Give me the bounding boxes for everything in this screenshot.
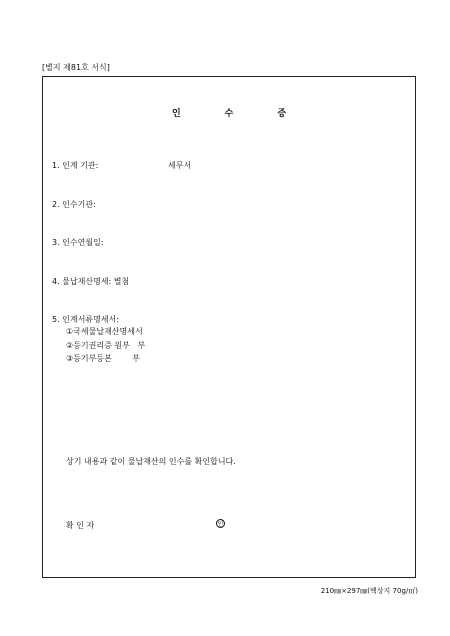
confirmer-label: 확 인 자 bbox=[66, 521, 95, 530]
confirmation-statement: 상기 내용과 같이 물납재산의 인수를 확인합니다. bbox=[66, 457, 236, 466]
paper-size-note: 210㎜×297㎜(백상지 70g/㎡) bbox=[320, 587, 418, 595]
form-title bbox=[42, 106, 416, 119]
sub-item: ③등기부등본 부 bbox=[66, 354, 140, 363]
item-document-list bbox=[52, 314, 119, 325]
title-char: 수 bbox=[224, 109, 234, 119]
item-transferring-agency bbox=[52, 160, 192, 171]
title-char: 증 bbox=[277, 109, 287, 119]
item-label: 2. 인수기관: bbox=[52, 200, 96, 209]
form-number: [별지 제81호 서식] bbox=[42, 63, 110, 72]
item-label: 1. 인계 기관: bbox=[52, 161, 99, 170]
sub-item: ①국세물납재산명세서 bbox=[66, 327, 143, 336]
item-property-details bbox=[52, 276, 129, 287]
item-label: 3. 인수연월일: bbox=[52, 238, 104, 247]
sub-item: ②등기권리증 원부 부 bbox=[66, 341, 146, 350]
item-label: 5. 인계서류명세서: bbox=[52, 315, 119, 324]
seal-icon: 인 bbox=[217, 521, 224, 528]
item-label: 4. 물납재산명세: 별첨 bbox=[52, 277, 130, 286]
item-receiving-agency bbox=[52, 199, 96, 210]
item-receipt-date bbox=[52, 237, 104, 248]
item-value: 세무서 bbox=[168, 161, 192, 170]
title-char: 인 bbox=[171, 109, 181, 119]
